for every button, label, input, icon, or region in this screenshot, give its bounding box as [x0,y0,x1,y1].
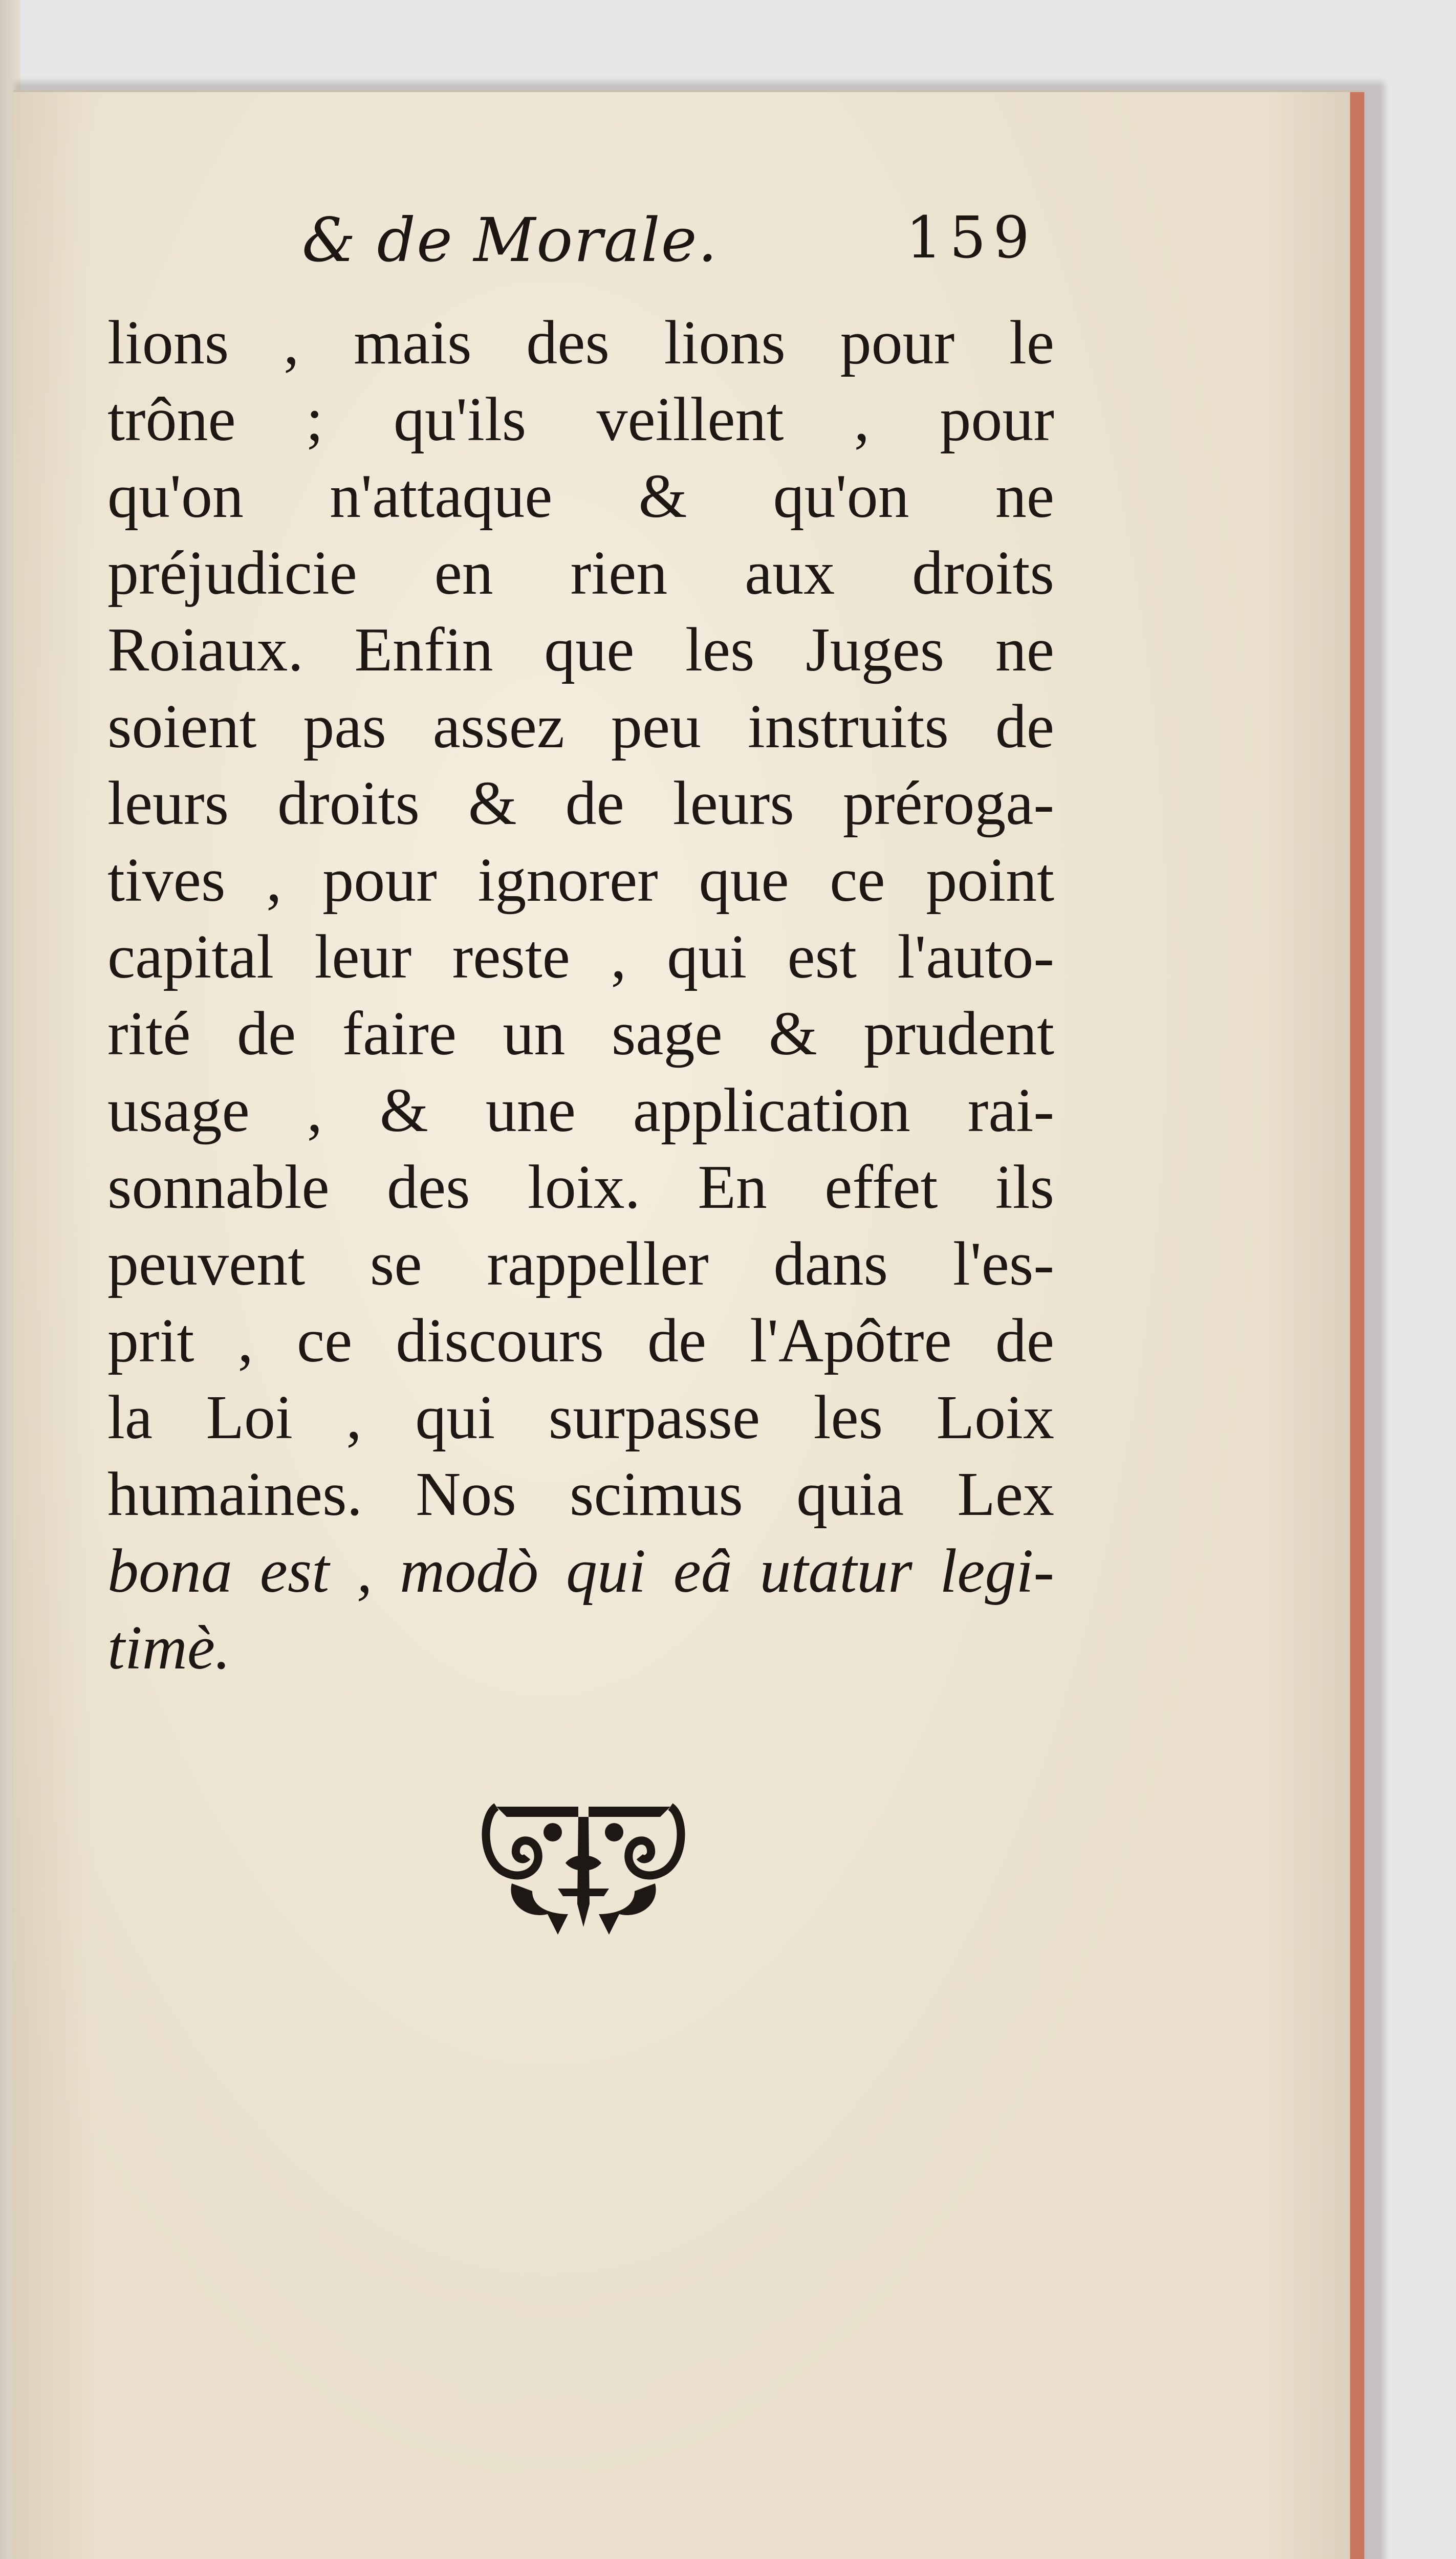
running-header [107,205,1059,307]
fleuron-ornament-icon [476,1786,691,1940]
text-line: humaines. Nos scimus quia Lex [107,1460,1054,1529]
running-title: & de Morale. [302,205,719,275]
text-line: leurs droits & de leurs préroga- [107,769,1054,838]
text-line: sonnable des loix. En effet ils [107,1153,1054,1222]
text-line-latin: bona est , modò qui eâ utatur legi- [107,1536,1054,1606]
text-line: capital leur reste , qui est l'auto- [107,922,1054,991]
text-line: usage , & une application rai- [107,1076,1054,1145]
text-line: rité de faire un sage & prudent [107,999,1054,1068]
text-line-latin: timè. [107,1613,231,1682]
text-line: trône ; qu'ils veillent , pour [107,385,1054,454]
text-line: la Loi , qui surpasse les Loix [107,1383,1054,1452]
text-line: tives , pour ignorer que ce point [107,845,1054,915]
text-line: lions , mais des lions pour le [107,308,1054,377]
text-line: soient pas assez peu instruits de [107,692,1054,761]
page-number: 159 [906,205,1037,271]
text-line: peuvent se rappeller dans l'es- [107,1229,1054,1298]
text-line: prit , ce discours de l'Apôtre de [107,1306,1054,1375]
body-text [107,305,1054,1686]
text-line: qu'on n'attaque & qu'on ne [107,462,1054,531]
text-line: Roiaux. Enfin que les Juges ne [107,615,1054,684]
text-line: préjudicie en rien aux droits [107,538,1054,608]
